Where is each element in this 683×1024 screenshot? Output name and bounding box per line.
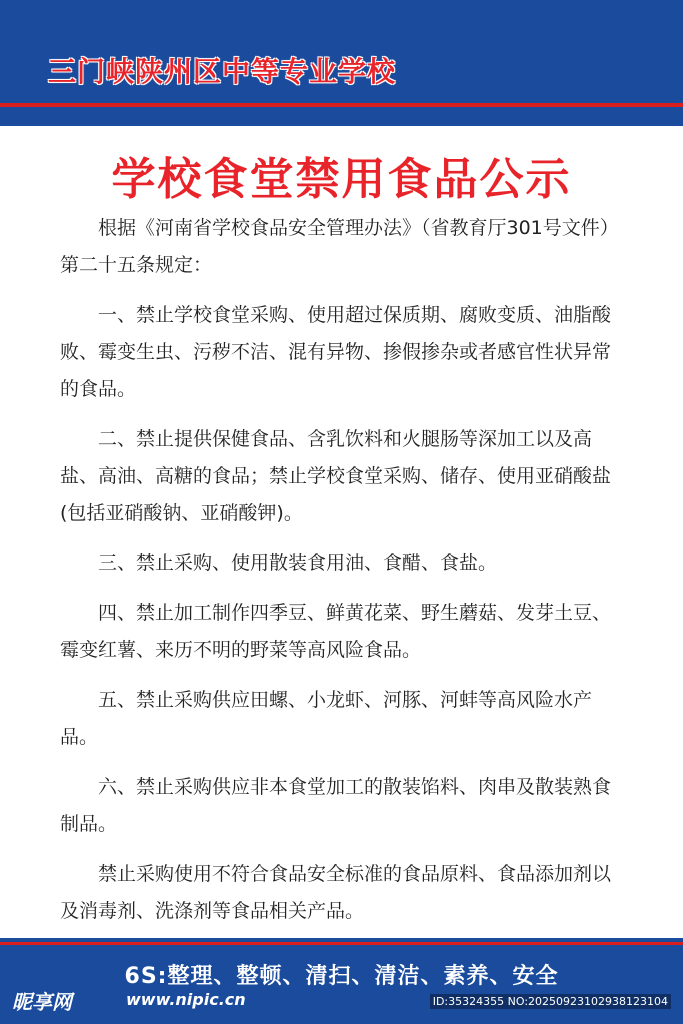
rule-2: 二、禁止提供保健食品、含乳饮料和火腿肠等深加工以及高盐、高油、高糖的食品；禁止学校食堂采购、储存、使用亚硝酸盐(包括亚硝酸钠、亚硝酸钾)。: [60, 428, 612, 524]
notice-intro: 根据《河南省学校食品安全管理办法》（省教育厅301号文件）第二十五条规定：: [60, 217, 619, 276]
rule-5: 五、禁止采购供应田螺、小龙虾、河豚、河蚌等高风险水产品。: [60, 689, 593, 748]
footer-band: [0, 938, 683, 1024]
footer-divider: [0, 942, 683, 945]
watermark-logo: 昵享网: [12, 990, 72, 1014]
watermark-url: www.nipic.cn: [126, 990, 246, 1009]
rule-1: 一、禁止学校食堂采购、使用超过保质期、腐败变质、油脂酸败、霉变生虫、污秽不洁、混有异物、掺假掺杂或者感官性状异常的食品。: [60, 304, 612, 400]
watermark-id: ID:35324355 NO:20250923102938123104: [430, 994, 671, 1009]
header-band: [0, 0, 683, 126]
school-name: 三门峡陕州区中等专业学校: [48, 55, 397, 88]
notice-title: 学校食堂禁用食品公示: [111, 154, 572, 205]
header-divider: [0, 103, 683, 107]
notice-body: [60, 210, 626, 943]
footer-slogan: 6S:整理、整顿、清扫、清洁、素养、安全: [124, 964, 559, 989]
rule-3: 三、禁止采购、使用散装食用油、食醋、食盐。: [98, 552, 498, 574]
rule-6: 六、禁止采购供应非本食堂加工的散装馅料、肉串及散装熟食制品。: [60, 776, 612, 835]
rule-general: 禁止采购使用不符合食品安全标准的食品原料、食品添加剂以及消毒剂、洗涤剂等食品相关产品。: [60, 863, 612, 922]
rule-4: 四、禁止加工制作四季豆、鲜黄花菜、野生蘑菇、发芽土豆、霉变红薯、来历不明的野菜等高风险食品。: [60, 602, 612, 661]
